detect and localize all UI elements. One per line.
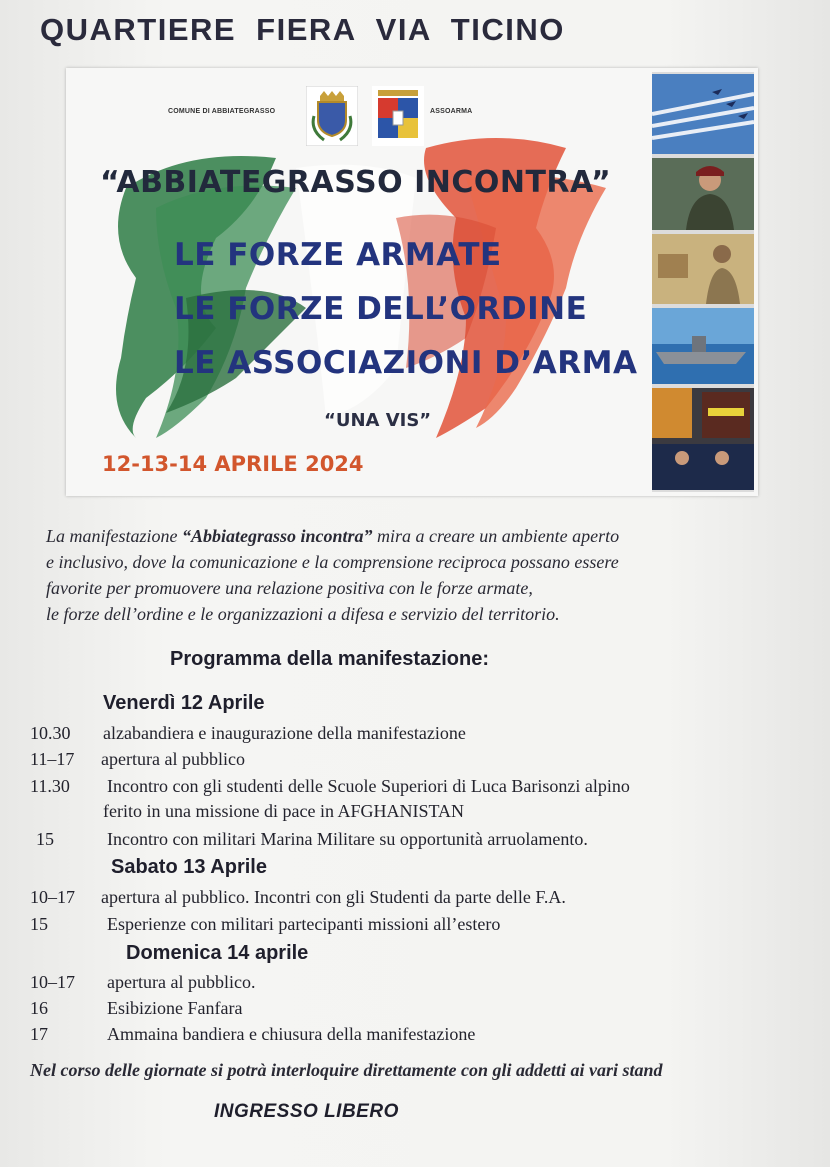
event-name-emphasis: “Abbiategrasso incontra” [182, 526, 373, 546]
event-time: 17 [30, 1024, 48, 1044]
footer-note: Nel corso delle giornate si potrà interloquire direttamente con gli addetti ai vari stand [30, 1060, 663, 1080]
venue-heading: QUARTIERE FIERA VIA TICINO [40, 12, 565, 47]
event-description: Esperienze con militari partecipanti missioni all’estero [107, 914, 501, 934]
event-description: apertura al pubblico [101, 749, 245, 769]
event-time: 16 [30, 998, 48, 1018]
intro-line-1: La manifestazione “Abbiategrasso incontra” mira a creare un ambiente aperto [46, 526, 620, 546]
forces-line-associations: LE ASSOCIAZIONI D’ARMA [174, 345, 638, 381]
association-label: ASSOARMA [430, 108, 473, 115]
event-description: apertura al pubblico. [107, 972, 256, 992]
free-entry-label: INGRESSO LIBERO [214, 1101, 399, 1122]
event-time: 10–17 [30, 887, 75, 907]
event-time: 10.30 [30, 723, 71, 743]
forces-line-order: LE FORZE DELL’ORDINE [174, 291, 588, 327]
photo-strip [652, 72, 754, 492]
event-description: Ammaina bandiera e chiusura della manifestazione [107, 1024, 476, 1044]
event-title: “ABBIATEGRASSO INCONTRA” [100, 165, 612, 200]
assoarma-crest-icon [372, 86, 424, 146]
event-time: 11.30 [30, 776, 70, 796]
event-dates: 12-13-14 APRILE 2024 [102, 452, 364, 476]
forces-line-armed: LE FORZE ARMATE [174, 237, 502, 273]
navy-ship-photo [652, 308, 754, 384]
event-time: 10–17 [30, 972, 75, 992]
police-firefighters-photo [652, 388, 754, 490]
forces-list [174, 228, 674, 390]
desert-soldiers-photo [652, 234, 754, 304]
soldier-photo [652, 158, 754, 230]
intro-paragraph [46, 523, 796, 627]
event-time: 11–17 [30, 749, 75, 769]
event-description: apertura al pubblico. Incontri con gli Studenti da parte delle F.A. [101, 887, 566, 907]
municipality-label: COMUNE DI ABBIATEGRASSO [168, 108, 276, 115]
event-time: 15 [30, 914, 48, 934]
event-description: Incontro con gli studenti delle Scuole Superiori di Luca Barisonzi alpino [107, 776, 630, 796]
event-description: Esibizione Fanfara [107, 998, 243, 1018]
event-description-continued: ferito in una missione di pace in AFGHANISTAN [103, 801, 465, 821]
intro-line-4: le forze dell’ordine e le organizzazioni a difesa e servizio del territorio. [46, 604, 560, 624]
event-description: alzabandiera e inaugurazione della manifestazione [103, 723, 466, 743]
program-title: Programma della manifestazione: [170, 648, 489, 670]
day-heading-saturday: Sabato 13 Aprile [111, 856, 267, 878]
intro-line-3: favorite per promuovere una relazione positiva con le forze armate, [46, 578, 533, 598]
aerobatic-jets-photo [652, 74, 754, 154]
day-heading-sunday: Domenica 14 aprile [126, 942, 309, 964]
event-banner [66, 68, 758, 496]
day-heading-friday: Venerdì 12 Aprile [103, 692, 265, 714]
city-crest-icon [306, 86, 358, 146]
event-motto: “UNA VIS” [324, 410, 432, 431]
intro-line-2: e inclusivo, dove la comunicazione e la comprensione reciproca possano essere [46, 552, 619, 572]
sponsor-logos [166, 78, 586, 142]
event-time: 15 [36, 829, 54, 849]
event-description: Incontro con militari Marina Militare su opportunità arruolamento. [107, 829, 588, 849]
